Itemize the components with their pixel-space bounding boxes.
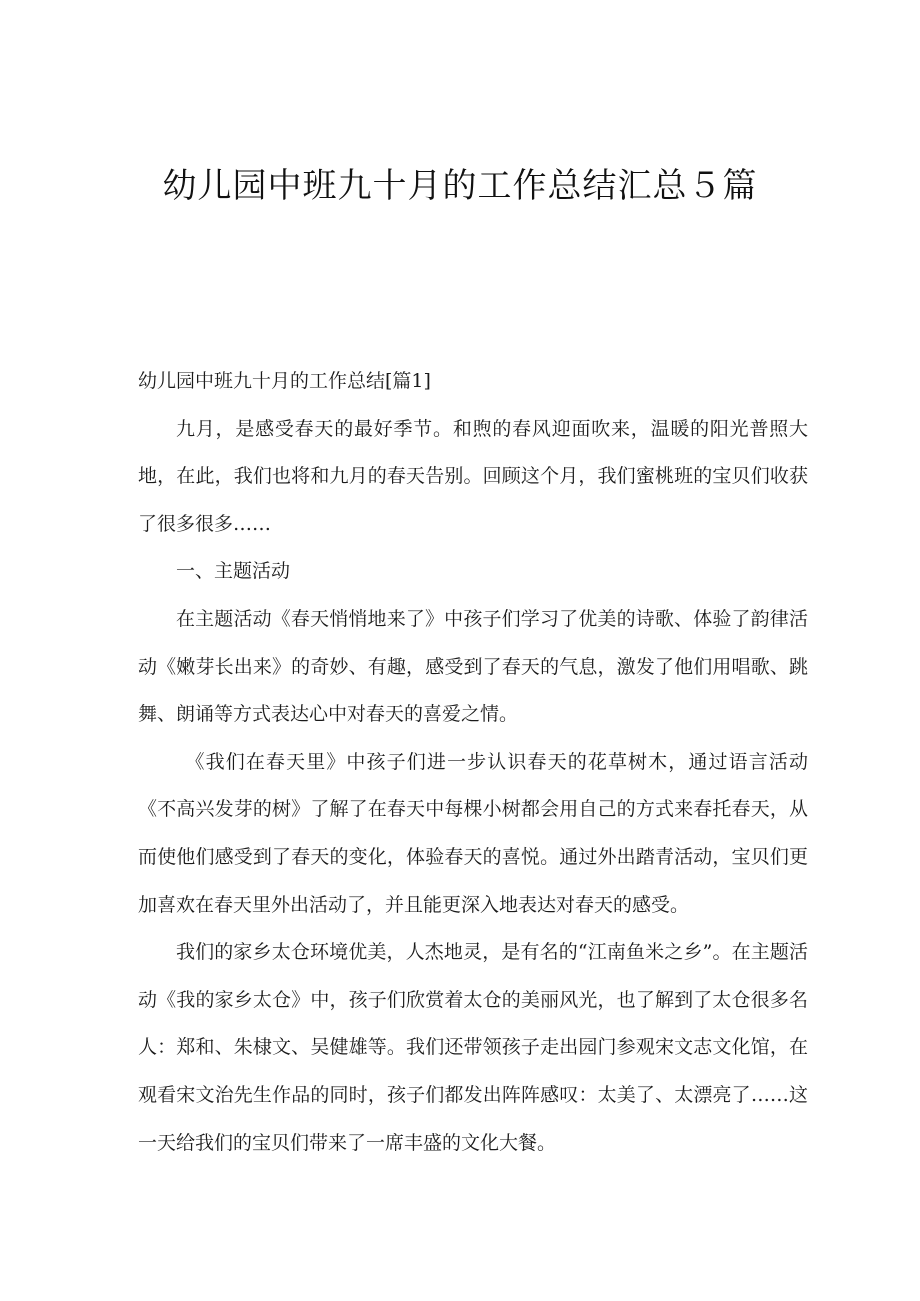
paragraph-spring-quietly: 在主题活动《春天悄悄地来了》中孩子们学习了优美的诗歌、体验了韵律活动《嫩芽长出来》的奇妙、有趣，感受到了春天的气息，激发了他们用唱歌、跳舞、朗诵等方式表达心中对春天的喜爱之情。	[138, 607, 808, 726]
document-body	[138, 358, 808, 1167]
section-heading: 幼儿园中班九十月的工作总结[篇1]	[138, 370, 431, 392]
paragraph-in-spring: 《我们在春天里》中孩子们进一步认识春天的花草树木，通过语言活动《不高兴发芽的树》了解了在春天中每棵小树都会用自己的方式来春托春天，从而使他们感受到了春天的变化，体验春天的喜悦。通过外出踏青活动，宝贝们更加喜欢在春天里外出活动了，并且能更深入地表达对春天的感受。	[138, 750, 808, 916]
paragraph-hometown-taicang: 我们的家乡太仓环境优美，人杰地灵，是有名的“江南鱼米之乡”。在主题活动《我的家乡太仓》中，孩子们欣赏着太仓的美丽风光，也了解到了太仓很多名人：郑和、朱棣文、吴健雄等。我们还带领孩子走出园门参观宋文志文化馆，在观看宋文治先生作品的同时，孩子们都发出阵阵感叹：太美了、太漂亮了……这一天给我们的宝贝们带来了一席丰盛的文化大餐。	[138, 941, 808, 1154]
subheading-theme-activities: 一、主题活动	[176, 560, 291, 583]
paragraph-intro: 九月，是感受春天的最好季节。和煦的春风迎面吹来，温暖的阳光普照大地，在此，我们也将和九月的春天告别。回顾这个月，我们蜜桃班的宝贝们收获了很多很多……	[138, 417, 808, 535]
document-title: 幼儿园中班九十月的工作总结汇总５篇	[162, 166, 758, 206]
